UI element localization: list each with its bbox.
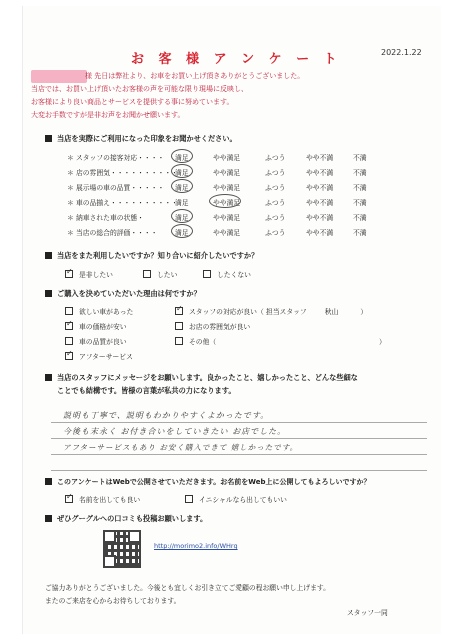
q1-rating-option[interactable]: 満足 bbox=[175, 154, 189, 162]
footer-signature: スタッフ一同 bbox=[347, 609, 388, 617]
q3-option-1[interactable]: 欲しい車があった bbox=[65, 306, 133, 316]
q3-option-3[interactable]: ✓車の価格が安い bbox=[65, 321, 127, 331]
q3-option-6-close: ） bbox=[379, 338, 386, 346]
checkbox-checked[interactable] bbox=[65, 270, 73, 278]
q1-rating-option[interactable]: やや満足 bbox=[213, 154, 241, 162]
selected-circle-mark bbox=[171, 149, 193, 163]
answer-line bbox=[51, 438, 427, 439]
q1-rating-option[interactable]: 不満 bbox=[353, 229, 367, 237]
q1-rating-option[interactable]: ふつう bbox=[265, 169, 286, 177]
q1-rating-option[interactable]: 満足 bbox=[175, 214, 189, 222]
bullet-icon bbox=[45, 515, 52, 522]
checkbox[interactable] bbox=[175, 337, 183, 345]
q1-question: 当店を実際にご利用になった印象をお聞かせください。 bbox=[45, 134, 237, 144]
customer-name-redaction bbox=[31, 70, 87, 83]
q4-question-line-1: 当店のスタッフにメッセージをお願いします。良かったこと、嬉しかったこと、どんな些細な bbox=[45, 373, 358, 383]
checkbox-checked[interactable] bbox=[65, 322, 73, 330]
q2-option-1[interactable]: ✓是非したい bbox=[65, 269, 113, 279]
q1-rating-option[interactable]: やや満足 bbox=[213, 199, 241, 207]
q1-row-label: ＊ 当店の総合的評価・・・・ bbox=[67, 229, 158, 237]
q4-question-line-2: ことでも結構です。皆様の言葉が私共の力になります。 bbox=[57, 386, 236, 395]
q1-rating-option[interactable]: やや不満 bbox=[306, 214, 334, 222]
q1-rating-option[interactable]: 満足 bbox=[175, 199, 189, 207]
q1-rating-option[interactable]: やや不満 bbox=[306, 229, 334, 237]
q1-rating-option[interactable]: やや不満 bbox=[306, 184, 334, 192]
q1-rating-option[interactable]: ふつう bbox=[265, 199, 286, 207]
q1-rating-option[interactable]: やや満足 bbox=[213, 169, 241, 177]
q3-option-5[interactable]: 車の品質が良い bbox=[65, 336, 127, 346]
q1-rating-option[interactable]: ふつう bbox=[265, 184, 286, 192]
selected-circle-mark bbox=[171, 209, 193, 223]
q1-rating-option[interactable]: 満足 bbox=[175, 229, 189, 237]
intro-line-3: お客様により良い商品とサービスを提供する事に努めています。 bbox=[31, 98, 234, 106]
checkbox[interactable] bbox=[65, 307, 73, 315]
q1-row-label: ＊ スタッフの接客対応・・・・ bbox=[67, 154, 165, 162]
q1-rating-option[interactable]: やや満足 bbox=[213, 184, 241, 192]
answer-text-3: アフターサービスもあり お安く購入できて 嬉しかったです。 bbox=[63, 443, 299, 452]
q1-row-label: ＊ 展示場の車の品質・・・・・ bbox=[67, 184, 165, 192]
q1-rating-option[interactable]: 不満 bbox=[353, 199, 367, 207]
checkbox-checked[interactable] bbox=[65, 352, 73, 360]
intro-line-1: 様 先日は弊社より、お車をお買い上げ頂きありがとうございました。 bbox=[85, 72, 305, 80]
q1-rating-option[interactable]: 不満 bbox=[353, 214, 367, 222]
q1-rating-option[interactable]: 不満 bbox=[353, 184, 367, 192]
q6-question: ぜひグーグルへの口コミも投稿お願いします。 bbox=[45, 514, 207, 524]
bullet-icon bbox=[45, 252, 52, 259]
bullet-icon bbox=[45, 478, 52, 485]
q1-rating-option[interactable]: 満足 bbox=[175, 169, 189, 177]
q1-row-label: ＊ 車の品揃え・・・・・・・・・・ bbox=[67, 199, 178, 207]
q5-question: このアンケートはWebで公開させていただきます。お名前をWeb上に公開してもよろしいですか？ bbox=[45, 477, 370, 487]
staff-name: 秋山 bbox=[324, 308, 339, 316]
answer-line bbox=[51, 454, 427, 455]
bullet-icon bbox=[45, 290, 52, 297]
bullet-icon bbox=[45, 135, 52, 142]
q1-rating-option[interactable]: 不満 bbox=[353, 169, 367, 177]
checkbox[interactable] bbox=[185, 495, 193, 503]
q3-option-7[interactable]: ✓アフターサービス bbox=[65, 351, 133, 361]
q1-rating-option[interactable]: ふつう bbox=[265, 229, 286, 237]
q5-option-2[interactable]: イニシャルなら出してもいい bbox=[185, 494, 287, 504]
selected-circle-mark bbox=[171, 224, 193, 238]
q3-question: ご購入を決めていただいた理由は何ですか？ bbox=[45, 289, 201, 299]
q2-question: 当店をまた利用したいですか？知り合いに紹介したいですか？ bbox=[45, 251, 258, 261]
q1-rating-option[interactable]: ふつう bbox=[265, 214, 286, 222]
selected-circle-mark bbox=[171, 164, 193, 178]
q1-rating-option[interactable]: やや満足 bbox=[213, 229, 241, 237]
q5-option-1[interactable]: ✓名前を出しても良い bbox=[65, 494, 140, 504]
q3-option-6[interactable]: その他（ bbox=[175, 336, 216, 346]
checkbox-checked[interactable] bbox=[65, 495, 73, 503]
intro-line-4: 大変お手数ですが是非お声をお聞かせ願います。 bbox=[31, 111, 185, 119]
qr-code-icon[interactable] bbox=[103, 530, 141, 568]
q1-rating-option[interactable]: やや満足 bbox=[213, 214, 241, 222]
intro-line-2: 当店では、お買い上げ頂いたお客様の声を可能な限り現場に反映し、 bbox=[31, 85, 248, 93]
checkbox[interactable] bbox=[65, 337, 73, 345]
answer-text-1: 説明も丁寧で、説明もわかりやすくよかったです。 bbox=[63, 411, 270, 420]
checkbox[interactable] bbox=[203, 270, 211, 278]
q2-option-2[interactable]: したい bbox=[143, 269, 177, 279]
checkbox[interactable] bbox=[175, 322, 183, 330]
answer-line bbox=[51, 470, 427, 471]
q3-option-4[interactable]: お店の雰囲気が良い bbox=[175, 321, 250, 331]
q1-row-label: ＊ 店の雰囲気・・・・・・・・・・ bbox=[67, 169, 178, 177]
q1-rating-option[interactable]: 不満 bbox=[353, 154, 367, 162]
review-link[interactable]: http://morimo2.info/WHrg bbox=[154, 542, 238, 550]
selected-circle-mark bbox=[171, 179, 193, 193]
checkbox[interactable] bbox=[143, 270, 151, 278]
survey-title: お 客 様 ア ン ケ ー ト bbox=[131, 52, 342, 67]
selected-circle-mark bbox=[209, 194, 241, 208]
bullet-icon bbox=[45, 374, 52, 381]
q3-option-2[interactable]: ✓ スタッフの対応が良い（ 担当スタッフ 秋山 ） bbox=[175, 306, 367, 316]
survey-page bbox=[22, 6, 441, 634]
q1-rating-option[interactable]: 満足 bbox=[175, 184, 189, 192]
footer-line-1: ご協力ありがとうございました。今後とも宜しくお引き立てご愛顧の程お願い申し上げます。 bbox=[45, 584, 330, 592]
q1-rating-option[interactable]: やや不満 bbox=[306, 154, 334, 162]
q1-rating-option[interactable]: やや不満 bbox=[306, 199, 334, 207]
answer-line bbox=[51, 422, 427, 423]
q1-rating-option[interactable]: ふつう bbox=[265, 154, 286, 162]
q1-rating-option[interactable]: やや不満 bbox=[306, 169, 334, 177]
answer-text-2: 今後も末永く お付き合いをしていきたい お店でした。 bbox=[63, 427, 287, 436]
survey-date: 2022.1.22 bbox=[381, 48, 422, 57]
q1-row-label: ＊ 納車された車の状態・ bbox=[67, 214, 144, 222]
q2-option-3[interactable]: したくない bbox=[203, 269, 251, 279]
footer-line-2: またのご来店を心からお待ちしております。 bbox=[45, 597, 181, 605]
checkbox-checked[interactable] bbox=[175, 307, 183, 315]
